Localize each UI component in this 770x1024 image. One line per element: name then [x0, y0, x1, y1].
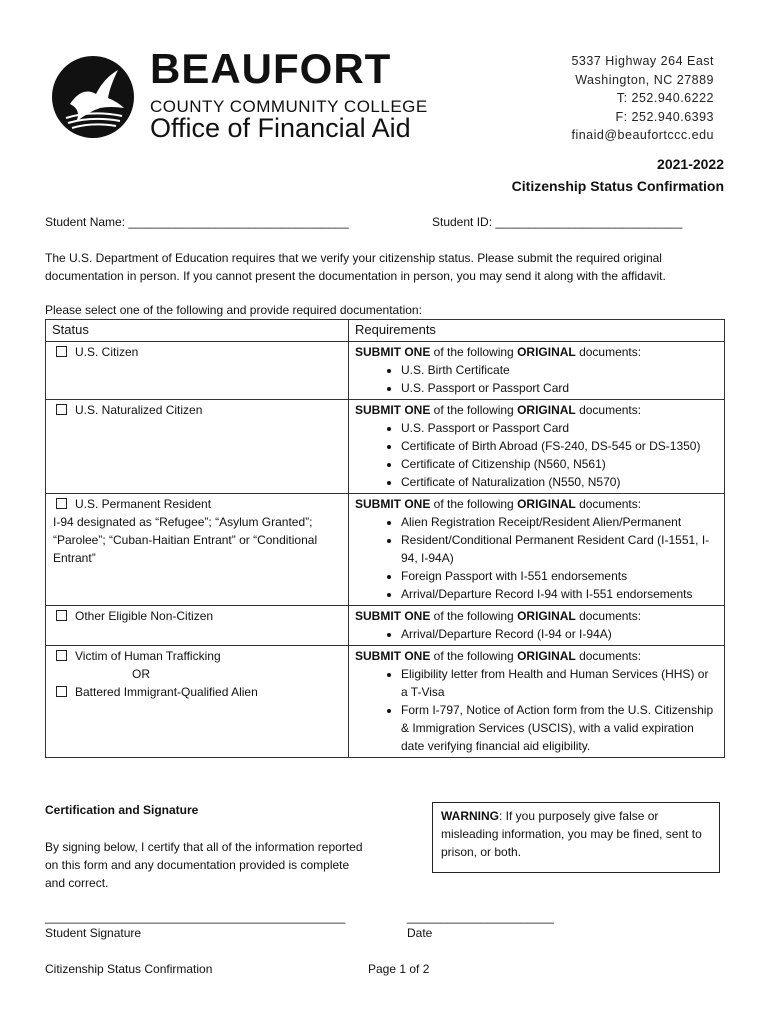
status-option[interactable]: [52, 683, 342, 701]
list-item: • Certificate of Birth Abroad (FS-240, DS-545 or DS-1350): [401, 437, 718, 455]
checkbox[interactable]: [56, 404, 67, 415]
list-item: • U.S. Passport or Passport Card: [401, 419, 718, 437]
status-cell: [46, 342, 349, 400]
brand-office: Office of Financial Aid: [150, 113, 411, 143]
table-header-row: [46, 320, 725, 342]
address-block: [571, 52, 714, 145]
certification-text: By signing below, I certify that all of the information reported on this form and any documentation provided is complete and correct.: [45, 840, 363, 890]
list-item: • Form I-797, Notice of Action form from the U.S. Citizenship & Immigration Services (USCIS), with a valid expiration date verifying financial aid eligibility.: [401, 701, 718, 755]
brand-college: COUNTY COMMUNITY COLLEGE: [150, 97, 428, 116]
requirements-cell: [349, 494, 725, 606]
requirement-intro: SUBMIT ONE of the following ORIGINAL documents:: [355, 649, 642, 663]
list-item: • Certificate of Naturalization (N550, N570): [401, 473, 718, 491]
checkbox[interactable]: [56, 686, 67, 697]
requirement-intro: SUBMIT ONE of the following ORIGINAL documents:: [355, 497, 642, 511]
status-label: U.S. Citizen: [75, 345, 139, 359]
seagull-icon: [52, 56, 134, 138]
warning-box: [432, 802, 720, 873]
status-label: Other Eligible Non-Citizen: [75, 609, 214, 623]
status-option[interactable]: [52, 647, 342, 665]
status-option[interactable]: [52, 495, 342, 513]
signature-label: Student Signature: [45, 926, 142, 940]
requirement-intro: SUBMIT ONE of the following ORIGINAL documents:: [355, 345, 642, 359]
table-row: [46, 494, 725, 606]
status-cell: [46, 606, 349, 646]
certification-heading: Certification and Signature: [45, 803, 199, 817]
address-line: F: 252.940.6393: [615, 109, 714, 124]
student-id-field[interactable]: Student ID: ____________________________: [432, 215, 683, 229]
date-label: Date: [407, 926, 433, 940]
status-cell: [46, 494, 349, 606]
requirements-cell: [349, 646, 725, 758]
address-line: T: 252.940.6222: [616, 91, 714, 105]
intro-paragraph: The U.S. Department of Education requires that we verify your citizenship status. Please submit the required original documentation in person. If you cannot present the documentation in person, you may send it along with the affidavit.: [45, 251, 666, 283]
status-cell: [46, 400, 349, 494]
status-label: Victim of Human Trafficking: [75, 649, 221, 663]
status-option[interactable]: [52, 401, 342, 419]
requirements-table: [45, 319, 725, 758]
checkbox[interactable]: [56, 650, 67, 661]
list-item: • Arrival/Departure Record (I-94 or I-94A): [401, 625, 718, 643]
signature-line[interactable]: _____________________________________________: [45, 910, 346, 924]
status-header: Status: [46, 320, 349, 342]
college-logo-seal: [52, 56, 134, 138]
warning-text: : If you purposely give false or misleading information, you may be fined, sent to prison, or both.: [441, 809, 702, 859]
form-title: Citizenship Status Confirmation: [511, 178, 724, 194]
status-cell: [46, 646, 349, 758]
or-label: OR: [132, 667, 150, 681]
address-line: Washington, NC 27889: [575, 72, 714, 87]
list-item: • U.S. Passport or Passport Card: [401, 379, 718, 397]
requirements-cell: [349, 606, 725, 646]
list-item: • Eligibility letter from Health and Human Services (HHS) or a T-Visa: [401, 665, 718, 701]
status-note: I-94 designated as “Refugee”; “Asylum Granted”; “Parolee”; “Cuban-Haitian Entrant” or “Conditional Entrant”: [53, 515, 318, 565]
student-name-field[interactable]: Student Name: _________________________________: [45, 215, 349, 229]
status-label: U.S. Naturalized Citizen: [75, 403, 203, 417]
footer-title: Citizenship Status Confirmation: [45, 962, 213, 976]
list-item: • Alien Registration Receipt/Resident Alien/Permanent: [401, 513, 718, 531]
brand-name: BEAUFORT: [150, 45, 392, 92]
table-row: [46, 606, 725, 646]
list-item: • Certificate of Citizenship (N560, N561): [401, 455, 718, 473]
checkbox[interactable]: [56, 610, 67, 621]
address-line: 5337 Highway 264 East: [571, 54, 714, 68]
status-option[interactable]: [52, 343, 342, 361]
warning-label: WARNING: [441, 809, 499, 823]
select-prompt: Please select one of the following and provide required documentation:: [45, 303, 422, 317]
email-line: finaid@beaufortccc.edu: [571, 128, 714, 142]
requirement-intro: SUBMIT ONE of the following ORIGINAL documents:: [355, 403, 642, 417]
date-line[interactable]: ______________________: [407, 910, 554, 924]
list-item: • Arrival/Departure Record I-94 with I-551 endorsements: [401, 585, 718, 603]
list-item: • Foreign Passport with I-551 endorsements: [401, 567, 718, 585]
table-row: [46, 342, 725, 400]
table-row: [46, 646, 725, 758]
status-option[interactable]: [52, 607, 342, 625]
status-label: Battered Immigrant-Qualified Alien: [75, 685, 258, 699]
requirements-cell: [349, 400, 725, 494]
status-label: U.S. Permanent Resident: [75, 497, 212, 511]
checkbox[interactable]: [56, 346, 67, 357]
requirements-cell: [349, 342, 725, 400]
page-number: Page 1 of 2: [368, 962, 430, 976]
requirements-header: Requirements: [349, 320, 725, 342]
table-row: [46, 400, 725, 494]
checkbox[interactable]: [56, 498, 67, 509]
list-item: • U.S. Birth Certificate: [401, 361, 718, 379]
list-item: • Resident/Conditional Permanent Resident Card (I-1551, I-94, I-94A): [401, 531, 718, 567]
requirement-intro: SUBMIT ONE of the following ORIGINAL documents:: [355, 609, 642, 623]
form-year: 2021-2022: [657, 156, 724, 172]
